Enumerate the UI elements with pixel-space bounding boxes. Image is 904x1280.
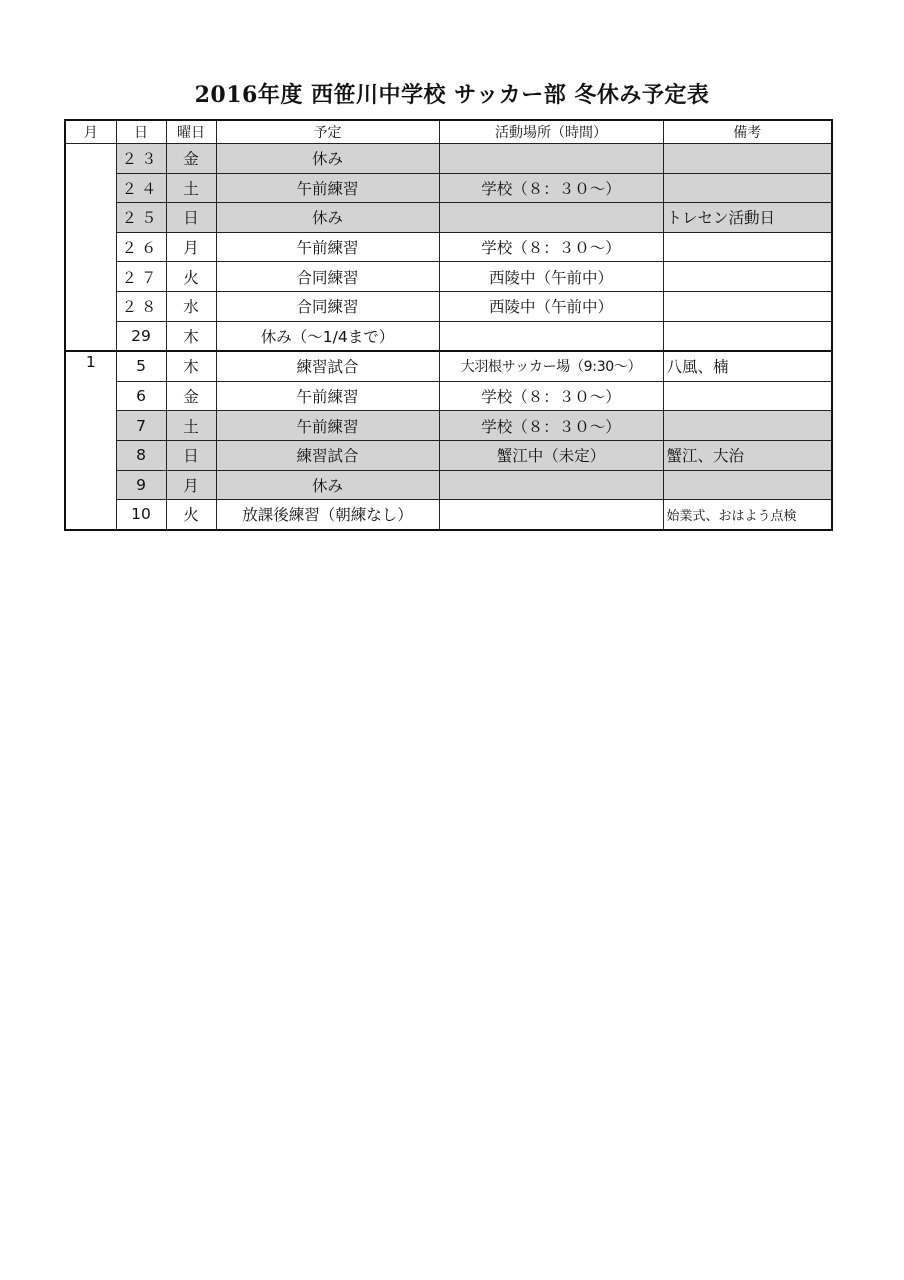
day-cell: 9 bbox=[116, 470, 166, 500]
plan-cell: 休み bbox=[216, 144, 439, 174]
plan-cell: 合同練習 bbox=[216, 291, 439, 321]
notes-cell bbox=[663, 262, 832, 292]
location-cell: 学校（８：３０～） bbox=[439, 381, 663, 411]
location-cell: 学校（８：３０～） bbox=[439, 173, 663, 203]
plan-cell: 休み bbox=[216, 203, 439, 233]
notes-cell bbox=[663, 291, 832, 321]
table-row bbox=[65, 232, 832, 262]
page-title: 2016年度 西笹川中学校 サッカー部 冬休み予定表 bbox=[194, 82, 710, 108]
day-cell: 5 bbox=[116, 351, 166, 381]
day-cell: ２５ bbox=[116, 203, 166, 233]
location-cell bbox=[439, 321, 663, 351]
weekday-cell: 日 bbox=[166, 203, 216, 233]
weekday-cell: 水 bbox=[166, 291, 216, 321]
location-cell: 学校（８：３０～） bbox=[439, 411, 663, 441]
notes-cell bbox=[663, 144, 832, 174]
location-cell bbox=[439, 144, 663, 174]
weekday-cell: 金 bbox=[166, 381, 216, 411]
weekday-cell: 金 bbox=[166, 144, 216, 174]
day-cell: ２６ bbox=[116, 232, 166, 262]
day-cell: ２８ bbox=[116, 291, 166, 321]
location-cell bbox=[439, 203, 663, 233]
weekday-cell: 月 bbox=[166, 470, 216, 500]
plan-cell: 午前練習 bbox=[216, 232, 439, 262]
location-cell: 蟹江中（未定） bbox=[439, 440, 663, 470]
plan-cell: 練習試合 bbox=[216, 351, 439, 381]
table-row bbox=[65, 173, 832, 203]
schedule-table bbox=[64, 119, 833, 531]
weekday-cell: 月 bbox=[166, 232, 216, 262]
weekday-cell: 土 bbox=[166, 411, 216, 441]
plan-cell: 休み（～1/4まで） bbox=[216, 321, 439, 351]
weekday-cell: 火 bbox=[166, 262, 216, 292]
notes-cell bbox=[663, 381, 832, 411]
table-row bbox=[65, 321, 832, 351]
weekday-cell: 土 bbox=[166, 173, 216, 203]
location-cell: 大羽根サッカー場（9:30～） bbox=[439, 351, 663, 381]
notes-cell: トレセン活動日 bbox=[663, 203, 832, 233]
table-row bbox=[65, 470, 832, 500]
table-row bbox=[65, 500, 832, 530]
header-month: 月 bbox=[65, 120, 116, 144]
plan-cell: 午前練習 bbox=[216, 173, 439, 203]
header-weekday: 曜日 bbox=[166, 120, 216, 144]
notes-cell: 蟹江、大治 bbox=[663, 440, 832, 470]
location-cell: 学校（８：３０～） bbox=[439, 232, 663, 262]
plan-cell: 休み bbox=[216, 470, 439, 500]
day-cell: ２４ bbox=[116, 173, 166, 203]
location-cell: 西陵中（午前中） bbox=[439, 262, 663, 292]
weekday-cell: 木 bbox=[166, 321, 216, 351]
table-row bbox=[65, 381, 832, 411]
header-notes: 備考 bbox=[663, 120, 832, 144]
weekday-cell: 木 bbox=[166, 351, 216, 381]
plan-cell: 合同練習 bbox=[216, 262, 439, 292]
day-cell: ２３ bbox=[116, 144, 166, 174]
day-cell: 10 bbox=[116, 500, 166, 530]
weekday-cell: 火 bbox=[166, 500, 216, 530]
table-row bbox=[65, 262, 832, 292]
weekday-cell: 日 bbox=[166, 440, 216, 470]
notes-cell bbox=[663, 173, 832, 203]
plan-cell: 午前練習 bbox=[216, 381, 439, 411]
header-plan: 予定 bbox=[216, 120, 439, 144]
table-row bbox=[65, 203, 832, 233]
notes-cell: 八風、楠 bbox=[663, 351, 832, 381]
table-row bbox=[65, 144, 832, 174]
table-row bbox=[65, 411, 832, 441]
plan-cell: 放課後練習（朝練なし） bbox=[216, 500, 439, 530]
month-cell: 1 bbox=[65, 351, 116, 530]
plan-cell: 午前練習 bbox=[216, 411, 439, 441]
day-cell: 7 bbox=[116, 411, 166, 441]
notes-cell: 始業式、おはよう点検 bbox=[663, 500, 832, 530]
notes-cell bbox=[663, 232, 832, 262]
month-cell bbox=[65, 144, 116, 352]
day-cell: 6 bbox=[116, 381, 166, 411]
notes-cell bbox=[663, 411, 832, 441]
day-cell: ２７ bbox=[116, 262, 166, 292]
table-row bbox=[65, 291, 832, 321]
location-cell bbox=[439, 470, 663, 500]
notes-cell bbox=[663, 470, 832, 500]
header-location: 活動場所（時間） bbox=[439, 120, 663, 144]
day-cell: 29 bbox=[116, 321, 166, 351]
notes-cell bbox=[663, 321, 832, 351]
table-row bbox=[65, 351, 832, 381]
header-day: 日 bbox=[116, 120, 166, 144]
location-cell bbox=[439, 500, 663, 530]
table-header-row bbox=[65, 120, 832, 144]
plan-cell: 練習試合 bbox=[216, 440, 439, 470]
table-row bbox=[65, 440, 832, 470]
day-cell: 8 bbox=[116, 440, 166, 470]
location-cell: 西陵中（午前中） bbox=[439, 291, 663, 321]
